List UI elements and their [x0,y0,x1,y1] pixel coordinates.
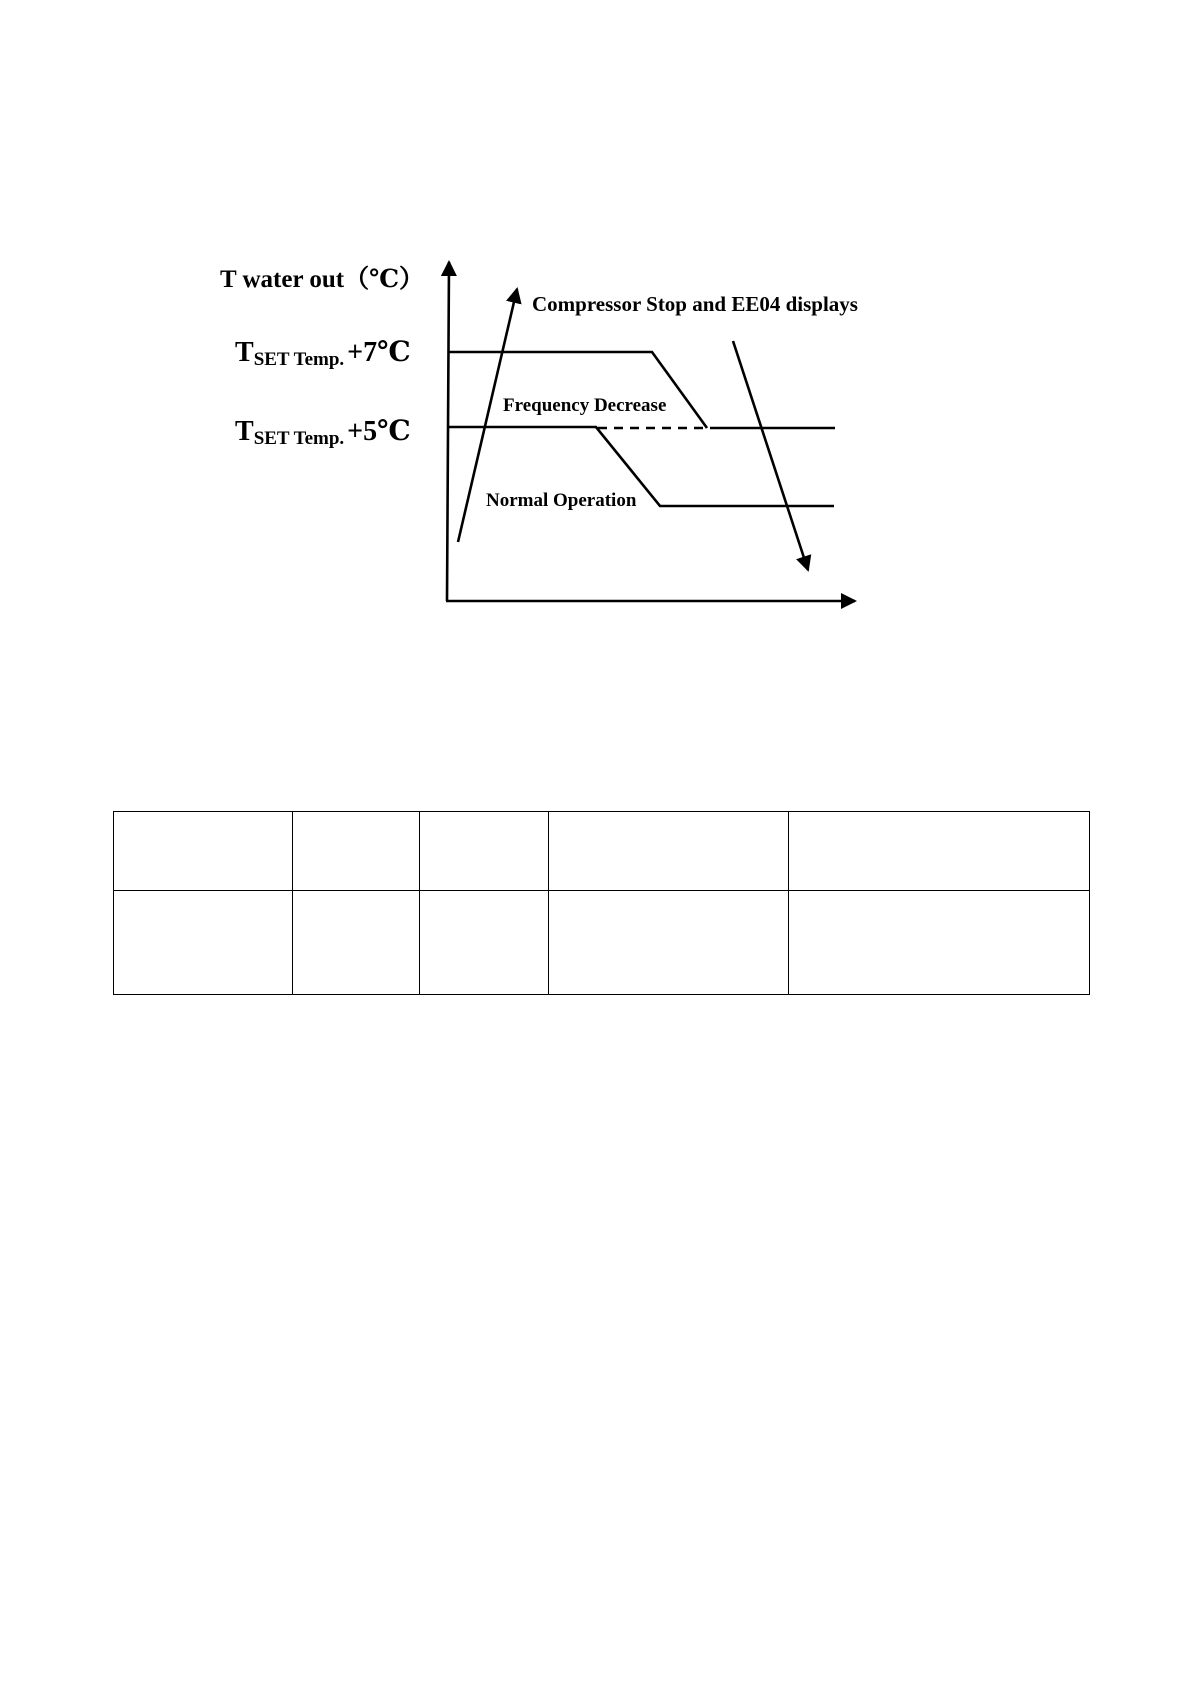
normal-operation-label: Normal Operation [486,490,637,511]
blank-table [113,811,1090,995]
y-axis [447,262,449,601]
temperature-control-diagram [0,0,1191,700]
table-cell [789,891,1090,995]
level-label-plus7: TSET Temp. +7℃ [235,337,411,370]
table-cell [549,812,789,891]
table-cell [420,812,549,891]
table-cell [293,891,420,995]
table-cell [114,891,293,995]
table-cell [789,812,1090,891]
table-row [114,812,1090,891]
y-axis-title: T water out（℃） [220,266,425,293]
table-cell [114,812,293,891]
table-row [114,891,1090,995]
frequency-decrease-label: Frequency Decrease [503,395,667,416]
table-cell [549,891,789,995]
table-cell [293,812,420,891]
level-label-plus5: TSET Temp. +5℃ [235,416,411,449]
compressor-stop-label: Compressor Stop and EE04 displays [532,292,858,316]
table-cell [420,891,549,995]
falling-arrow [733,341,808,570]
